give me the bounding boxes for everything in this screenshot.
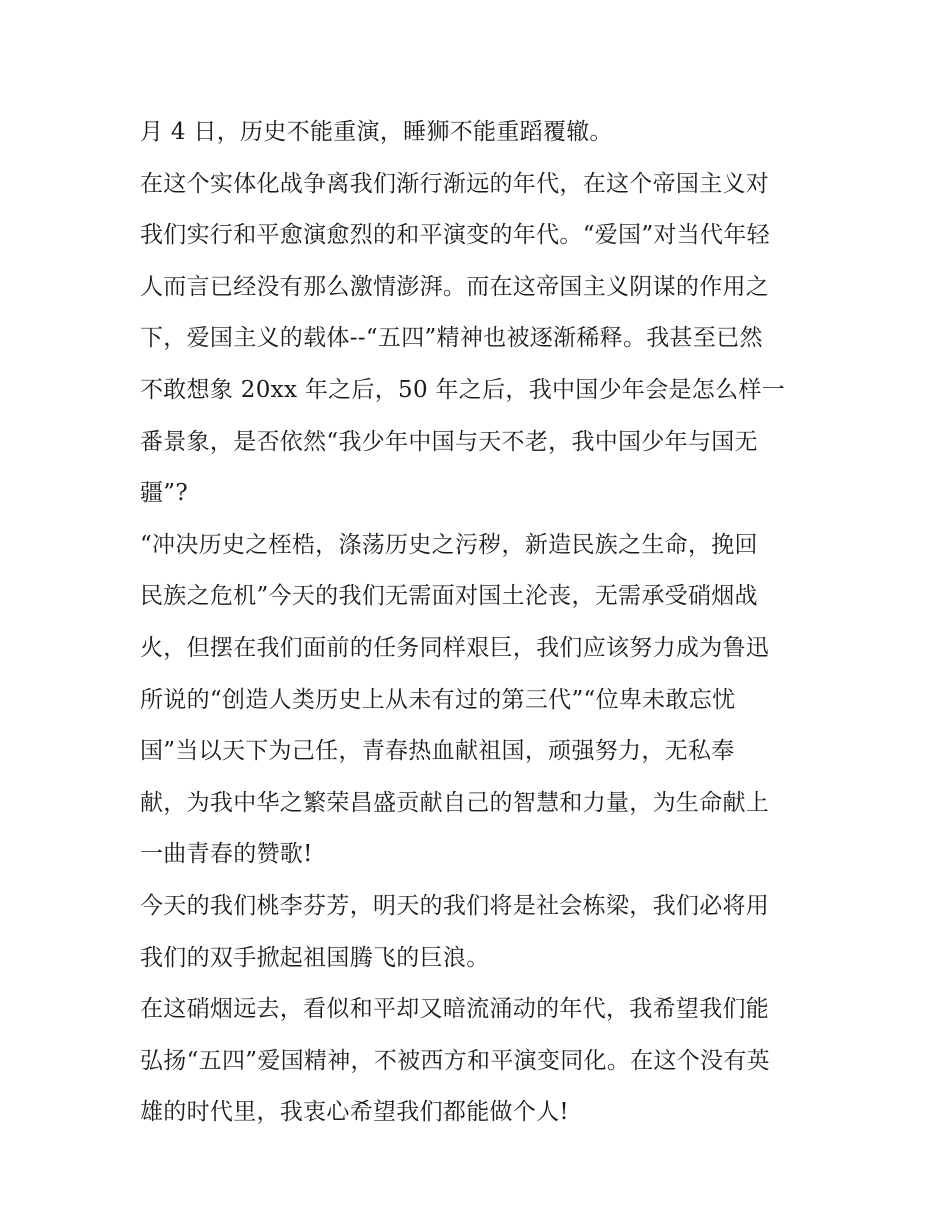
text-line: 不敢想象 20xx 年之后，50 年之后，我中国少年会是怎么样一 <box>140 376 786 403</box>
text-line: 月 4 日，历史不能重演，睡狮不能重蹈覆辙。 <box>140 119 613 145</box>
text-line: 献，为我中华之繁荣昌盛贡献自己的智慧和力量，为生命献上 <box>140 789 770 816</box>
text-line: 弘扬“五四”爱国精神，不被西方和平演变同化。在这个没有英 <box>140 1047 770 1074</box>
text-line: 一曲青春的赞歌! <box>140 841 313 868</box>
text-line: 番景象，是否依然“我少年中国与天不老，我中国少年与国无 <box>140 428 758 455</box>
text-line: 雄的时代里，我衷心希望我们都能做个人! <box>140 1099 569 1126</box>
text-line: 疆”? <box>140 480 188 507</box>
text-line: 今天的我们桃李芬芳，明天的我们将是社会栋梁，我们必将用 <box>140 892 770 919</box>
text-line: 在这个实体化战争离我们渐行渐远的年代，在这个帝国主义对 <box>140 170 770 197</box>
text-line: 所说的“创造人类历史上从未有过的第三代”“位卑未敢忘忧 <box>140 686 736 713</box>
text-line: 民族之危机”今天的我们无需面对国土沦丧，无需承受硝烟战 <box>140 583 758 610</box>
document-body-text <box>140 107 820 1139</box>
text-line: 我们的双手掀起祖国腾飞的巨浪。 <box>140 944 490 971</box>
text-line: “冲决历史之桎梏，涤荡历史之污秽，新造民族之生命，挽回 <box>140 531 758 558</box>
text-line: 我们实行和平愈演愈烈的和平演变的年代。“爱国”对当代年轻 <box>140 222 770 249</box>
text-line: 国”当以天下为己任，青春热血献祖国，顽强努力，无私奉 <box>140 738 735 765</box>
text-line: 人而言已经没有那么激情澎湃。而在这帝国主义阴谋的作用之 <box>140 273 770 300</box>
text-line: 在这硝烟远去，看似和平却又暗流涌动的年代，我希望我们能 <box>140 996 770 1023</box>
text-line: 下，爱国主义的载体--“五四”精神也被逐渐稀释。我甚至已然 <box>140 325 763 352</box>
text-line: 火，但摆在我们面前的任务同样艰巨，我们应该努力成为鲁迅 <box>140 634 770 661</box>
